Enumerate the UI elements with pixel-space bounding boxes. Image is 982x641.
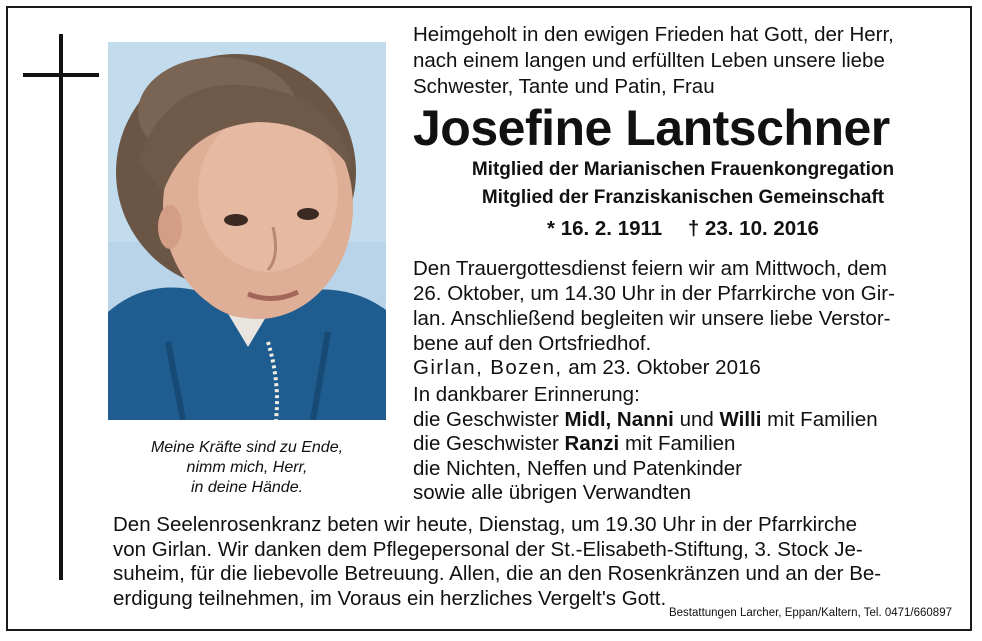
- sibling-names: Midl, Nanni: [564, 407, 674, 431]
- mourners-text: die Geschwister: [413, 432, 559, 455]
- mourners-text: mit Familien: [624, 432, 736, 455]
- cross-icon-bar: [23, 73, 99, 77]
- rosary-line: Den Seelenrosenkranz beten wir heute, Dienstag, um 19.30 Uhr in der Pfarrkirche: [113, 513, 858, 536]
- mourners-text: die Geschwister: [413, 407, 559, 431]
- rosary-line: von Girlan. Wir danken dem Pflegepersonal der St.-Elisabeth-Stiftung, 3. Stock Je-: [113, 537, 863, 561]
- mourners-line: [413, 408, 878, 433]
- service-line: 26. Oktober, um 14.30 Uhr in der Pfarrkirche von Gir-: [413, 282, 895, 305]
- death-date: † 23. 10. 2016: [687, 217, 819, 240]
- mourners-line: sowie alle übrigen Verwandten: [413, 481, 692, 504]
- motto-line: in deine Hände.: [190, 479, 304, 496]
- service-line: lan. Anschließend begleiten wir unsere liebe Verstor-: [413, 307, 891, 330]
- mourners-text: und: [679, 407, 714, 431]
- notice-date: am 23. Oktober 2016: [568, 356, 761, 379]
- membership-line: Mitglied der Marianischen Frauenkongregation: [471, 159, 895, 180]
- birth-date: * 16. 2. 1911: [547, 217, 663, 240]
- cross-icon: [59, 34, 63, 580]
- life-dates: [413, 214, 953, 244]
- portrait-photo: [108, 42, 386, 420]
- mourners-line: [413, 432, 878, 457]
- motto-line: nimm mich, Herr,: [186, 459, 308, 476]
- intro-line: Schwester, Tante und Patin, Frau: [413, 75, 715, 98]
- mourners-intro: In dankbarer Erinnerung:: [413, 383, 640, 406]
- mourners-text: mit Familien: [767, 407, 878, 431]
- service-line: bene auf den Ortsfriedhof.: [413, 332, 652, 355]
- intro-line: nach einem langen und erfüllten Leben unsere liebe: [413, 49, 885, 72]
- memberships: [413, 156, 953, 212]
- place-and-date: [413, 355, 761, 380]
- service-line: Den Trauergottesdienst feiern wir am Mittwoch, dem: [413, 257, 887, 280]
- rosary-line: erdigung teilnehmen, im Voraus ein herzliches Vergelt's Gott.: [113, 586, 667, 610]
- sibling-name: Willi: [719, 407, 762, 431]
- intro-line: Heimgeholt in den ewigen Frieden hat Gott, der Herr,: [413, 23, 894, 46]
- motto-line: Meine Kräfte sind zu Ende,: [150, 439, 344, 456]
- rosary-line: suheim, für die liebevolle Betreuung. Allen, die an den Rosenkränzen und an der Be-: [113, 562, 882, 585]
- funeral-home-credit: Bestattungen Larcher, Eppan/Kaltern, Tel. 0471/660897: [668, 607, 952, 619]
- funeral-service-text: [413, 256, 895, 356]
- mourners-line: die Nichten, Neffen und Patenkinder: [413, 456, 742, 480]
- place-name: Girlan, Bozen,: [413, 356, 563, 379]
- sibling-name: Ranzi: [564, 432, 620, 455]
- mourners-list: [413, 383, 878, 506]
- rosary-text: [113, 513, 881, 611]
- deceased-name: Josefine Lantschner: [413, 100, 890, 156]
- membership-line: Mitglied der Franziskanischen Gemeinschaft: [481, 187, 885, 208]
- motto-quote: [108, 438, 386, 498]
- intro-text: [413, 22, 894, 100]
